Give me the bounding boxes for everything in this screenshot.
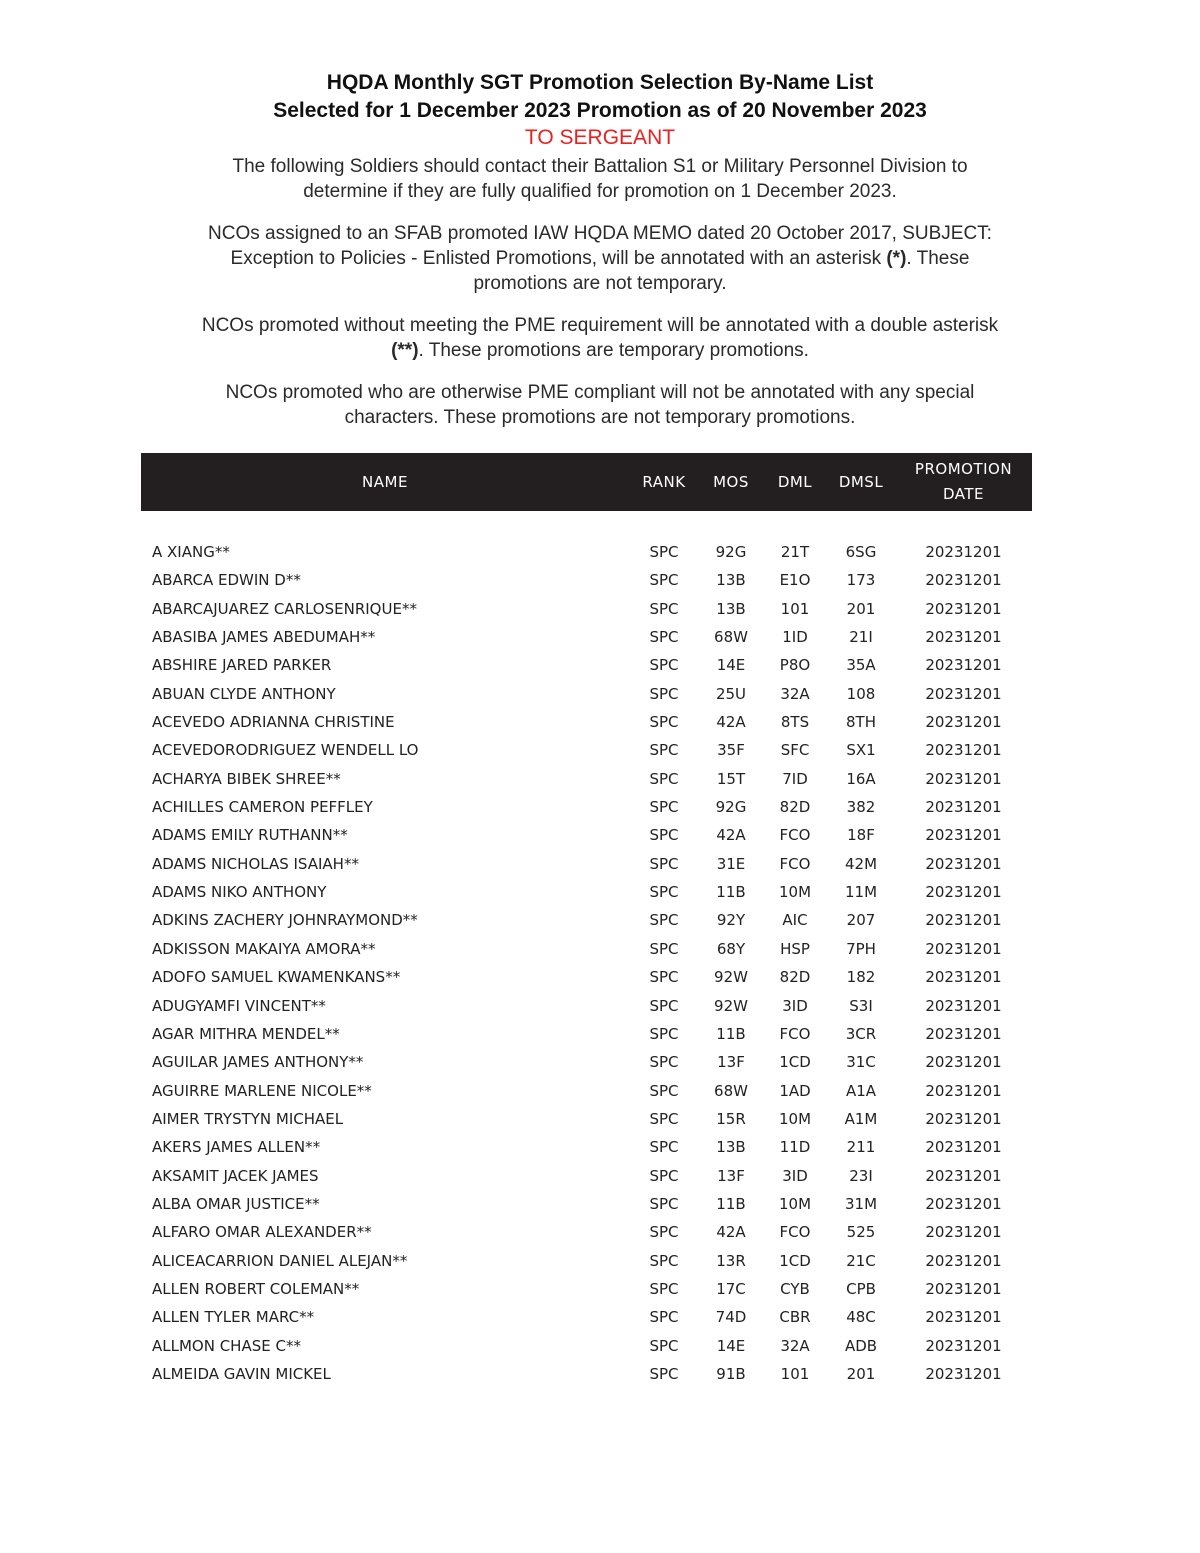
- table-header: [141, 453, 1032, 511]
- cell-dmsl: 108: [846, 684, 876, 703]
- cell-name: ADKISSON MAKAIYA AMORA**: [152, 939, 376, 958]
- cell-promotion-date: 20231201: [925, 1251, 1002, 1270]
- table-row: [141, 765, 1032, 793]
- cell-rank: SPC: [649, 883, 679, 902]
- cell-dml: AIC: [782, 911, 808, 930]
- cell-dml: E1O: [779, 571, 811, 590]
- cell-dml: 3ID: [782, 1166, 808, 1185]
- cell-rank: SPC: [649, 1251, 679, 1270]
- table-row: [141, 935, 1032, 963]
- cell-name: AKERS JAMES ALLEN**: [152, 1138, 321, 1157]
- cell-dml: 82D: [779, 798, 811, 817]
- cell-rank: SPC: [649, 741, 679, 760]
- cell-dmsl: 8TH: [846, 713, 876, 732]
- cell-rank: SPC: [649, 1166, 679, 1185]
- cell-rank: SPC: [649, 1279, 679, 1298]
- cell-promotion-date: 20231201: [925, 1279, 1002, 1298]
- rank-heading: TO SERGEANT: [524, 126, 676, 149]
- table-row: [141, 1020, 1032, 1048]
- intro-text: . These: [906, 248, 970, 269]
- cell-name: ALFARO OMAR ALEXANDER**: [152, 1223, 372, 1242]
- cell-dml: 1CD: [779, 1251, 811, 1270]
- intro-paragraph-contact: [140, 154, 1060, 204]
- table-row: [141, 651, 1032, 679]
- cell-rank: SPC: [649, 543, 679, 561]
- cell-rank: SPC: [649, 1336, 679, 1355]
- table-row: [141, 1275, 1032, 1303]
- cell-dml: 1ID: [782, 628, 808, 647]
- cell-dmsl: 207: [846, 911, 876, 930]
- cell-name: AGUIRRE MARLENE NICOLE**: [152, 1081, 372, 1100]
- cell-name: AGAR MITHRA MENDEL**: [152, 1024, 340, 1043]
- table-row: [141, 1247, 1032, 1275]
- cell-mos: 42A: [716, 713, 746, 732]
- document-title: HQDA Monthly SGT Promotion Selection By-Name List: [326, 71, 874, 94]
- table-body: [141, 538, 1032, 1388]
- intro-line: determine if they are fully qualified for promotion on 1 December 2023.: [303, 181, 897, 202]
- cell-rank: SPC: [649, 996, 679, 1015]
- cell-rank: SPC: [649, 684, 679, 703]
- cell-dmsl: CPB: [846, 1279, 876, 1298]
- cell-dmsl: 6SG: [845, 543, 877, 561]
- cell-dml: 11D: [779, 1138, 811, 1157]
- cell-name: AKSAMIT JACEK JAMES: [152, 1166, 319, 1185]
- table-row: [141, 1077, 1032, 1105]
- column-header-promotion-date: [895, 453, 1032, 511]
- column-header-line: PROMOTION: [914, 460, 1013, 478]
- cell-promotion-date: 20231201: [925, 1081, 1002, 1100]
- cell-dmsl: 3CR: [845, 1024, 877, 1043]
- cell-promotion-date: 20231201: [925, 1308, 1002, 1327]
- table-row: [141, 623, 1032, 651]
- cell-rank: SPC: [649, 939, 679, 958]
- intro-paragraph-compliant: [140, 380, 1060, 430]
- cell-mos: 11B: [716, 883, 746, 902]
- table-row: [141, 878, 1032, 906]
- cell-dmsl: 382: [846, 798, 876, 817]
- cell-rank: SPC: [649, 826, 679, 845]
- cell-dmsl: 35A: [846, 656, 876, 675]
- table-row: [141, 566, 1032, 594]
- cell-mos: 13R: [716, 1251, 746, 1270]
- cell-promotion-date: 20231201: [925, 968, 1002, 987]
- cell-dml: 8TS: [780, 713, 810, 732]
- intro-text: Exception to Policies - Enlisted Promotions, will be annotated with an asterisk: [230, 248, 887, 269]
- cell-mos: 92Y: [716, 911, 746, 930]
- table-row: [141, 1332, 1032, 1360]
- cell-mos: 74D: [715, 1308, 747, 1327]
- table-row: [141, 1048, 1032, 1076]
- column-header-name: NAME: [362, 473, 408, 491]
- table-row: [141, 850, 1032, 878]
- cell-name: A XIANG**: [152, 543, 230, 561]
- cell-dml: 32A: [780, 1336, 810, 1355]
- cell-dml: 101: [780, 599, 810, 618]
- intro-line: characters. These promotions are not temporary promotions.: [344, 407, 856, 428]
- cell-promotion-date: 20231201: [925, 741, 1002, 760]
- column-header-line: DATE: [942, 485, 984, 503]
- cell-mos: 92W: [714, 968, 748, 987]
- document-subtitle: Selected for 1 December 2023 Promotion as of 20 November 2023: [273, 99, 927, 122]
- cell-rank: SPC: [649, 1024, 679, 1043]
- cell-mos: 91B: [716, 1364, 746, 1383]
- cell-dml: 3ID: [782, 996, 808, 1015]
- table-row: [141, 1190, 1032, 1218]
- cell-promotion-date: 20231201: [925, 571, 1002, 590]
- cell-promotion-date: 20231201: [925, 1166, 1002, 1185]
- cell-dmsl: 525: [846, 1223, 876, 1242]
- table-row: [141, 680, 1032, 708]
- column-header-mos: MOS: [713, 473, 749, 491]
- cell-dmsl: 201: [846, 1364, 876, 1383]
- cell-rank: SPC: [649, 911, 679, 930]
- cell-rank: SPC: [649, 1308, 679, 1327]
- table-row: [141, 1218, 1032, 1246]
- table-row: [141, 1133, 1032, 1161]
- cell-rank: SPC: [649, 571, 679, 590]
- cell-name: ALLEN TYLER MARC**: [152, 1308, 315, 1327]
- cell-promotion-date: 20231201: [925, 939, 1002, 958]
- cell-dml: 101: [780, 1364, 810, 1383]
- cell-dmsl: S3I: [849, 996, 873, 1015]
- cell-rank: SPC: [649, 656, 679, 675]
- table-row: [141, 992, 1032, 1020]
- intro-paragraph-sfab: [140, 221, 1060, 296]
- cell-name: ABASIBA JAMES ABEDUMAH**: [152, 628, 376, 647]
- table-row: [141, 821, 1032, 849]
- cell-name: ADAMS EMILY RUTHANN**: [152, 826, 348, 845]
- cell-mos: 14E: [716, 1336, 746, 1355]
- cell-dml: P8O: [779, 656, 811, 675]
- table-row: [141, 595, 1032, 623]
- double-asterisk-marker: (**): [391, 340, 419, 361]
- cell-name: ALICEACARRION DANIEL ALEJAN**: [152, 1251, 408, 1270]
- cell-dmsl: 211: [846, 1138, 876, 1157]
- cell-dml: 32A: [780, 684, 810, 703]
- intro-line: [140, 246, 1060, 271]
- cell-mos: 42A: [716, 826, 746, 845]
- cell-dmsl: A1A: [845, 1081, 877, 1100]
- cell-mos: 13B: [716, 571, 746, 590]
- cell-rank: SPC: [649, 1194, 679, 1213]
- table-row: [141, 906, 1032, 934]
- cell-rank: SPC: [649, 1109, 679, 1128]
- cell-mos: 31E: [716, 854, 746, 873]
- cell-promotion-date: 20231201: [925, 769, 1002, 788]
- cell-rank: SPC: [649, 854, 679, 873]
- intro-line: promotions are not temporary.: [473, 273, 727, 294]
- column-header-dmsl: DMSL: [838, 473, 884, 491]
- table-row: [141, 708, 1032, 736]
- cell-promotion-date: 20231201: [925, 1223, 1002, 1242]
- cell-name: ALMEIDA GAVIN MICKEL: [152, 1364, 331, 1383]
- cell-rank: SPC: [649, 628, 679, 647]
- cell-name: ADOFO SAMUEL KWAMENKANS**: [152, 968, 401, 987]
- cell-dml: FCO: [779, 854, 811, 873]
- table-row: [141, 538, 1032, 566]
- cell-promotion-date: 20231201: [925, 684, 1002, 703]
- cell-name: ADKINS ZACHERY JOHNRAYMOND**: [152, 911, 418, 930]
- cell-promotion-date: 20231201: [925, 826, 1002, 845]
- cell-mos: 15T: [716, 769, 746, 788]
- cell-promotion-date: 20231201: [925, 798, 1002, 817]
- cell-name: ABUAN CLYDE ANTHONY: [152, 684, 336, 703]
- cell-name: ADAMS NICHOLAS ISAIAH**: [152, 854, 359, 873]
- cell-promotion-date: 20231201: [925, 628, 1002, 647]
- table-row: [141, 793, 1032, 821]
- cell-mos: 92G: [715, 543, 747, 561]
- cell-promotion-date: 20231201: [925, 1138, 1002, 1157]
- cell-dmsl: 42M: [844, 854, 878, 873]
- cell-rank: SPC: [649, 968, 679, 987]
- cell-promotion-date: 20231201: [925, 1194, 1002, 1213]
- intro-text: . These promotions are temporary promotions.: [418, 340, 809, 361]
- cell-promotion-date: 20231201: [925, 599, 1002, 618]
- cell-dmsl: 23I: [849, 1166, 873, 1185]
- cell-dml: FCO: [779, 1223, 811, 1242]
- cell-dmsl: A1M: [844, 1109, 878, 1128]
- cell-mos: 17C: [716, 1279, 746, 1298]
- cell-dmsl: 21C: [846, 1251, 876, 1270]
- cell-dml: SFC: [780, 741, 810, 760]
- cell-name: ADUGYAMFI VINCENT**: [152, 996, 326, 1015]
- cell-promotion-date: 20231201: [925, 656, 1002, 675]
- cell-dml: 10M: [778, 1194, 812, 1213]
- cell-dmsl: 173: [846, 571, 876, 590]
- cell-dml: CBR: [779, 1308, 811, 1327]
- cell-promotion-date: 20231201: [925, 1109, 1002, 1128]
- cell-dml: CYB: [780, 1279, 810, 1298]
- cell-dmsl: 31C: [846, 1053, 876, 1072]
- table-row: [141, 963, 1032, 991]
- cell-mos: 42A: [716, 1223, 746, 1242]
- cell-mos: 35F: [717, 741, 745, 760]
- cell-name: ALBA OMAR JUSTICE**: [152, 1194, 320, 1213]
- cell-rank: SPC: [649, 798, 679, 817]
- cell-name: ALLEN ROBERT COLEMAN**: [152, 1279, 360, 1298]
- table-row: [141, 1360, 1032, 1388]
- cell-name: ALLMON CHASE C**: [152, 1336, 301, 1355]
- cell-mos: 68W: [714, 1081, 748, 1100]
- cell-name: ACHILLES CAMERON PEFFLEY: [152, 798, 373, 817]
- cell-rank: SPC: [649, 599, 679, 618]
- cell-rank: SPC: [649, 769, 679, 788]
- cell-promotion-date: 20231201: [925, 1053, 1002, 1072]
- cell-name: AGUILAR JAMES ANTHONY**: [152, 1053, 364, 1072]
- cell-name: ACHARYA BIBEK SHREE**: [152, 769, 341, 788]
- intro-paragraph-pme: [140, 313, 1060, 363]
- table-row: [141, 1303, 1032, 1331]
- intro-line: The following Soldiers should contact their Battalion S1 or Military Personnel Division to: [232, 156, 968, 177]
- cell-dml: 82D: [779, 968, 811, 987]
- cell-dml: 1AD: [779, 1081, 811, 1100]
- cell-dmsl: ADB: [844, 1336, 878, 1355]
- cell-mos: 25U: [715, 684, 747, 703]
- cell-promotion-date: 20231201: [925, 1024, 1002, 1043]
- column-header-rank: RANK: [642, 473, 686, 491]
- cell-dml: 10M: [778, 883, 812, 902]
- cell-promotion-date: 20231201: [925, 713, 1002, 732]
- table-row: [141, 1105, 1032, 1133]
- cell-mos: 14E: [716, 656, 746, 675]
- cell-dml: 7ID: [782, 769, 808, 788]
- cell-dmsl: 48C: [846, 1308, 876, 1327]
- cell-dmsl: 21I: [849, 628, 873, 647]
- cell-name: ABARCA EDWIN D**: [152, 571, 301, 590]
- cell-promotion-date: 20231201: [925, 1364, 1002, 1383]
- cell-dml: 21T: [780, 543, 810, 561]
- cell-dmsl: 11M: [844, 883, 878, 902]
- cell-mos: 13B: [716, 1138, 746, 1157]
- intro-line: NCOs promoted without meeting the PME requirement will be annotated with a double asterisk: [201, 315, 999, 336]
- intro-line: NCOs assigned to an SFAB promoted IAW HQDA MEMO dated 20 October 2017, SUBJECT:: [208, 223, 992, 244]
- cell-mos: 15R: [716, 1109, 746, 1128]
- cell-promotion-date: 20231201: [925, 883, 1002, 902]
- cell-rank: SPC: [649, 1223, 679, 1242]
- cell-rank: SPC: [649, 713, 679, 732]
- intro-line: NCOs promoted who are otherwise PME compliant will not be annotated with any special: [225, 382, 975, 403]
- cell-rank: SPC: [649, 1138, 679, 1157]
- cell-promotion-date: 20231201: [925, 543, 1002, 561]
- cell-name: AIMER TRYSTYN MICHAEL: [152, 1109, 344, 1128]
- cell-mos: 13F: [717, 1166, 745, 1185]
- cell-dml: FCO: [779, 1024, 811, 1043]
- cell-mos: 11B: [716, 1194, 746, 1213]
- cell-name: ABSHIRE JARED PARKER: [152, 656, 332, 675]
- cell-mos: 68W: [714, 628, 748, 647]
- cell-promotion-date: 20231201: [925, 911, 1002, 930]
- cell-dmsl: SX1: [846, 741, 876, 760]
- cell-promotion-date: 20231201: [925, 996, 1002, 1015]
- cell-promotion-date: 20231201: [925, 854, 1002, 873]
- cell-name: ACEVEDO ADRIANNA CHRISTINE: [152, 713, 395, 732]
- intro-line: [140, 338, 1060, 363]
- cell-name: ABARCAJUAREZ CARLOSENRIQUE**: [152, 599, 417, 618]
- cell-name: ADAMS NIKO ANTHONY: [152, 883, 327, 902]
- cell-dmsl: 16A: [846, 769, 876, 788]
- cell-mos: 92G: [715, 798, 747, 817]
- table-row: [141, 1162, 1032, 1190]
- cell-mos: 92W: [714, 996, 748, 1015]
- cell-dmsl: 7PH: [846, 939, 876, 958]
- cell-dml: HSP: [780, 939, 810, 958]
- cell-dml: FCO: [779, 826, 811, 845]
- cell-dmsl: 201: [846, 599, 876, 618]
- cell-rank: SPC: [649, 1364, 679, 1383]
- cell-promotion-date: 20231201: [925, 1336, 1002, 1355]
- cell-mos: 13B: [716, 599, 746, 618]
- cell-mos: 13F: [717, 1053, 745, 1072]
- cell-mos: 11B: [716, 1024, 746, 1043]
- cell-dmsl: 31M: [844, 1194, 878, 1213]
- cell-dmsl: 182: [846, 968, 876, 987]
- cell-dmsl: 18F: [847, 826, 875, 845]
- cell-rank: SPC: [649, 1081, 679, 1100]
- cell-name: ACEVEDORODRIGUEZ WENDELL LO: [152, 741, 419, 760]
- cell-dml: 1CD: [779, 1053, 811, 1072]
- cell-rank: SPC: [649, 1053, 679, 1072]
- cell-dml: 10M: [778, 1109, 812, 1128]
- cell-mos: 68Y: [716, 939, 746, 958]
- table-row: [141, 736, 1032, 764]
- single-asterisk-marker: (*): [886, 248, 907, 269]
- column-header-dml: DML: [777, 473, 813, 491]
